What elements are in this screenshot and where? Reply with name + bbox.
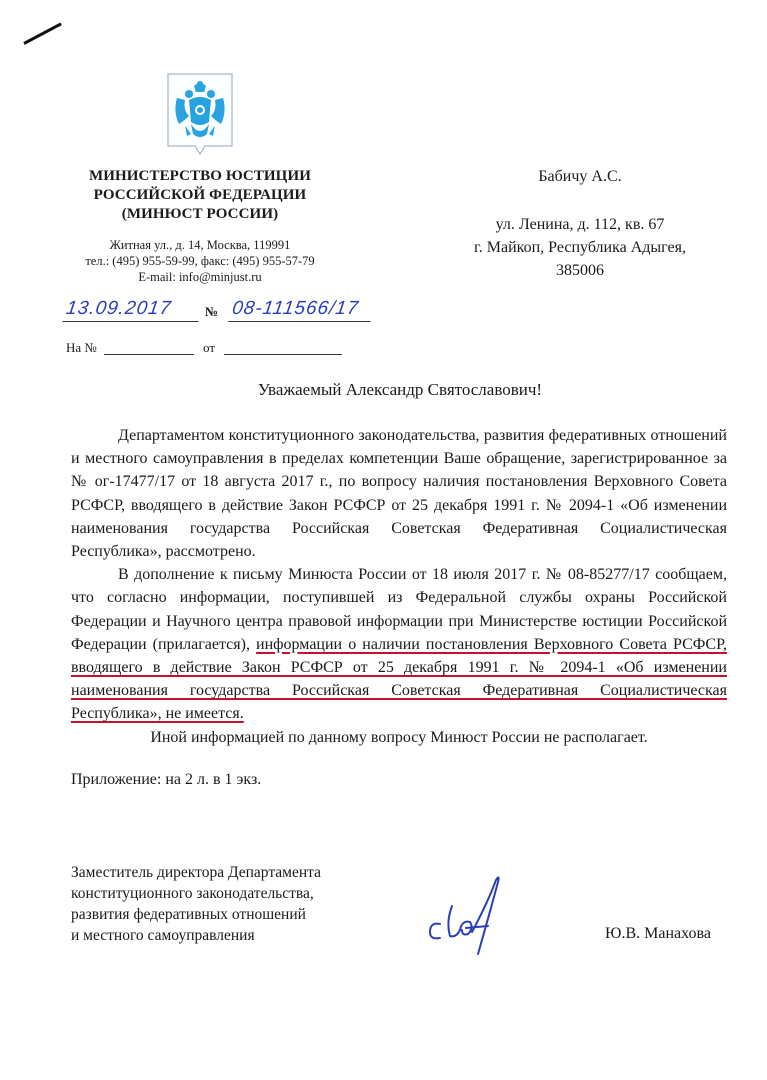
highlighted-statement: информации о наличии постановления Верховного Совета РСФСР, вводящего в действие Закон РСФСР от 25 декабря 1991 г. № 2094-1 «Об изменении наименования государства Российская Советская Федеративная Социалистическая Республика», не имеется.	[71, 635, 727, 723]
reference-number-blank	[104, 354, 194, 355]
registration-number: 08-111566/17	[228, 298, 373, 322]
registration-date: 13.09.2017	[62, 298, 201, 322]
handwritten-signature-icon	[418, 872, 528, 957]
signer-title-line: конституционного законодательства,	[71, 885, 314, 902]
signer-title-line: развития федеративных отношений	[71, 906, 306, 923]
recipient-name: Бабичу А.С.	[538, 168, 622, 185]
registration-row	[64, 298, 374, 324]
letter-body	[71, 424, 727, 749]
org-phone-fax: тел.: (495) 955-59-99, факс: (495) 955-57-79	[85, 254, 315, 268]
org-line: МИНИСТЕРСТВО ЮСТИЦИИ	[88, 168, 311, 184]
organization-name	[60, 167, 340, 224]
org-address: Житная ул., д. 14, Москва, 119991	[109, 238, 291, 252]
organization-contacts	[60, 237, 340, 285]
signer-title	[71, 862, 371, 946]
recipient-address-line: г. Майкоп, Республика Адыгея,	[474, 239, 686, 256]
pen-stroke-mark	[23, 22, 61, 44]
signer-title-line: Заместитель директора Департамента	[71, 864, 321, 881]
reference-row	[64, 340, 374, 360]
org-email: E-mail: info@minjust.ru	[138, 270, 262, 284]
signer-title-line: и местного самоуправления	[71, 927, 255, 944]
body-paragraph-1: Департаментом конституционного законодательства, развития федеративных отношений и местного самоуправления в пределах компетенции Ваше обращение, зарегистрированное за № ог-17477/17 от 18 августа 2017 г., по вопросу наличия постановления Верховного Совета РСФСР, вводящего в действие Закон РСФСР от 25 декабря 1991 г. № 2094-1 «Об изменении наименования государства Российская Советская Федеративная Социалистическая Республика», рассмотрено.	[71, 427, 727, 561]
attachment-note: Приложение: на 2 л. в 1 экз.	[71, 771, 262, 788]
registration-number-label: №	[205, 304, 219, 319]
recipient-address-line: 385006	[556, 262, 604, 279]
body-paragraph-2	[71, 563, 727, 725]
paragraph-2-text: В дополнение к письму Минюста России от 18 июля 2017 г. № 08-85277/17 сообщаем, что согласно информации, поступившей из Федеральной службы охраны Российской Федерации и Научного центра правовой информации при Министерстве юстиции Российской Федерации (прилагается),	[71, 566, 727, 653]
recipient-address-line: ул. Ленина, д. 112, кв. 67	[495, 216, 665, 233]
signer-name: Ю.В. Манахова	[605, 925, 711, 942]
salutation: Уважаемый Александр Святославович!	[257, 380, 543, 399]
org-line: (МИНЮСТ РОССИИ)	[121, 206, 279, 222]
reference-date-blank	[224, 354, 342, 355]
coat-of-arms-icon	[165, 72, 235, 162]
recipient-address	[450, 213, 710, 282]
org-line: РОССИЙСКОЙ ФЕДЕРАЦИИ	[93, 187, 307, 203]
reference-date-label: от	[203, 340, 216, 355]
reference-number-label: На №	[66, 340, 97, 355]
body-paragraph-3: Иной информацией по данному вопросу Минюст России не располагает.	[150, 728, 648, 746]
